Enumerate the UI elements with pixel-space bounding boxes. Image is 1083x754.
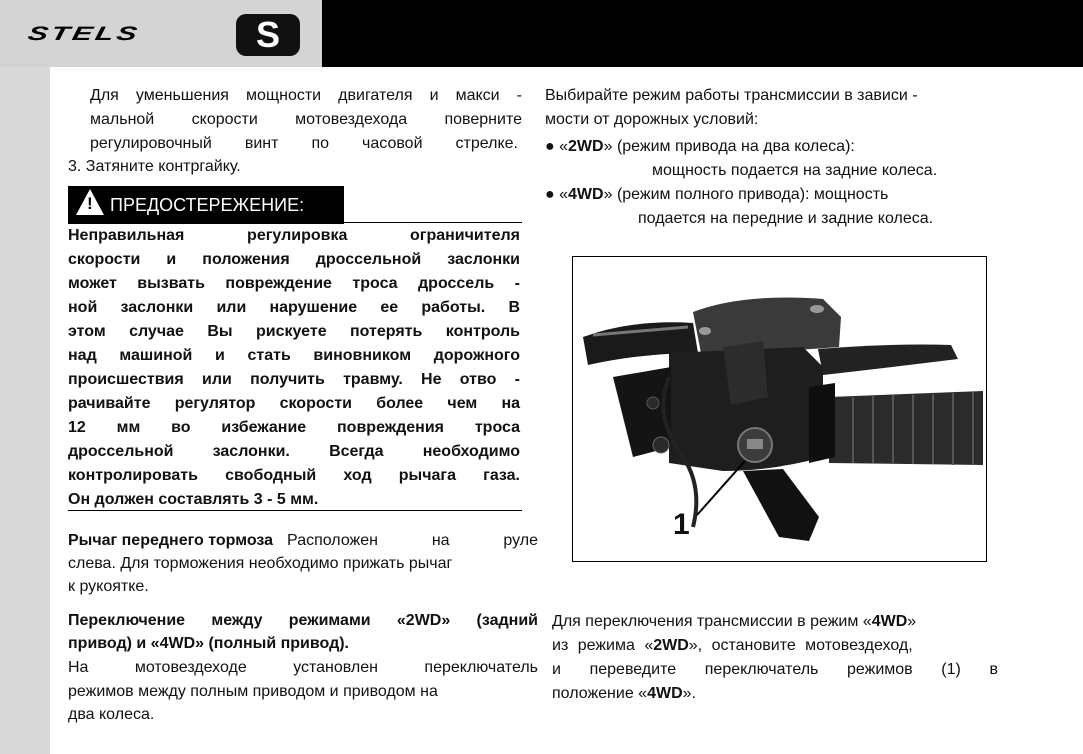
bullet-dot-icon: ● <box>545 138 555 155</box>
warning-icon: ! <box>76 189 104 215</box>
right-intro-line: Выбирайте режим работы трансмиссии в зависи - <box>545 87 918 104</box>
figure-callout-1: 1 <box>673 508 690 541</box>
warning-line: рачивайте регулятор скорости более чем на <box>68 395 520 412</box>
right-intro-line: мости от дорожных условий: <box>545 111 759 128</box>
warning-line: Неправильная регулировка ограничителя <box>68 227 520 244</box>
header-bar <box>322 0 1083 67</box>
switch-line: На мотовездеходе установлен переключатель <box>68 659 538 676</box>
warning-line: может вызвать повреждение троса дроссель - <box>68 275 520 292</box>
brake-heading-line <box>68 529 538 552</box>
switch-title-line: Переключение между режимами «2WD» (задний <box>68 612 538 629</box>
bullet-4wd: ● «4WD» (режим полного привода): мощность <box>545 186 889 203</box>
warning-line: ной заслонки или нарушение ее работы. В <box>68 299 520 316</box>
warning-line: этом случае Вы рискуете потерять контроль <box>68 323 520 340</box>
warning-line: над машиной и стать виновником дорожного <box>68 347 520 364</box>
warning-line: контролировать свободный ход рычага газа. <box>68 467 520 484</box>
brake-title: Рычаг переднего тормоза <box>68 532 274 549</box>
brake-text-start: Расположен на руле <box>287 532 538 549</box>
switch-line: режимов между полным приводом и приводом на <box>68 683 438 700</box>
warning-bottom-rule <box>68 510 522 511</box>
warning-top-rule <box>68 222 522 223</box>
switch-line: два колеса. <box>68 706 155 723</box>
warning-line: Он должен составлять 3 - 5 мм. <box>68 491 319 508</box>
bullet-2wd: ● «2WD» (режим привода на два колеса): <box>545 138 855 155</box>
brake-line: слева. Для торможения необходимо прижать рычаг <box>68 555 453 572</box>
brand-logo-text: STELS <box>25 22 143 45</box>
warning-line: дроссельной заслонки. Всегда необходимо <box>68 443 520 460</box>
warning-line: скорости и положения дроссельной заслонки <box>68 251 520 268</box>
mode-4wd: 4WD <box>568 186 604 203</box>
left-margin-strip <box>0 67 50 754</box>
warning-title: ПРЕДОСТЕРЕЖЕНИЕ <box>110 195 300 215</box>
warning-line: 12 мм во избежание повреждения троса <box>68 419 520 436</box>
warning-line: происшествия или получить травму. Не отво - <box>68 371 520 388</box>
switch-instruction-line: Для переключения трансмиссии в режим «4WD» <box>552 613 917 630</box>
brake-line: к рукоятке. <box>68 578 149 595</box>
warning-colon: : <box>299 195 305 215</box>
header-logo-area <box>0 0 322 67</box>
switch-title-line: привод) и «4WD» (полный привод). <box>68 635 349 652</box>
bullet-4wd-desc: подается на передние и задние колеса. <box>638 210 934 227</box>
switch-instruction-line: из режима «2WD», остановите мотовездеход, <box>552 637 913 654</box>
bullet-2wd-desc: мощность подается на задние колеса. <box>652 162 938 179</box>
mode-2wd: 2WD <box>568 138 604 155</box>
intro-line-2: мальной скорости мотовездехода поверните <box>90 111 522 128</box>
bullet-dot-icon: ● <box>545 186 555 203</box>
intro-line-3: регулировочный винт по часовой стрелке. <box>90 135 518 152</box>
switch-instruction-line: и переведите переключатель режимов (1) в <box>552 661 998 678</box>
intro-line-1: Для уменьшения мощности двигателя и макси - <box>90 87 522 104</box>
handlebar-switch-photo <box>572 256 987 562</box>
switch-instruction-line: положение «4WD». <box>552 685 696 702</box>
brand-logo-badge: S <box>236 14 300 56</box>
warning-header <box>68 186 344 224</box>
step-3: 3. Затяните контргайку. <box>68 158 241 175</box>
handlebar-illustration <box>573 257 986 561</box>
